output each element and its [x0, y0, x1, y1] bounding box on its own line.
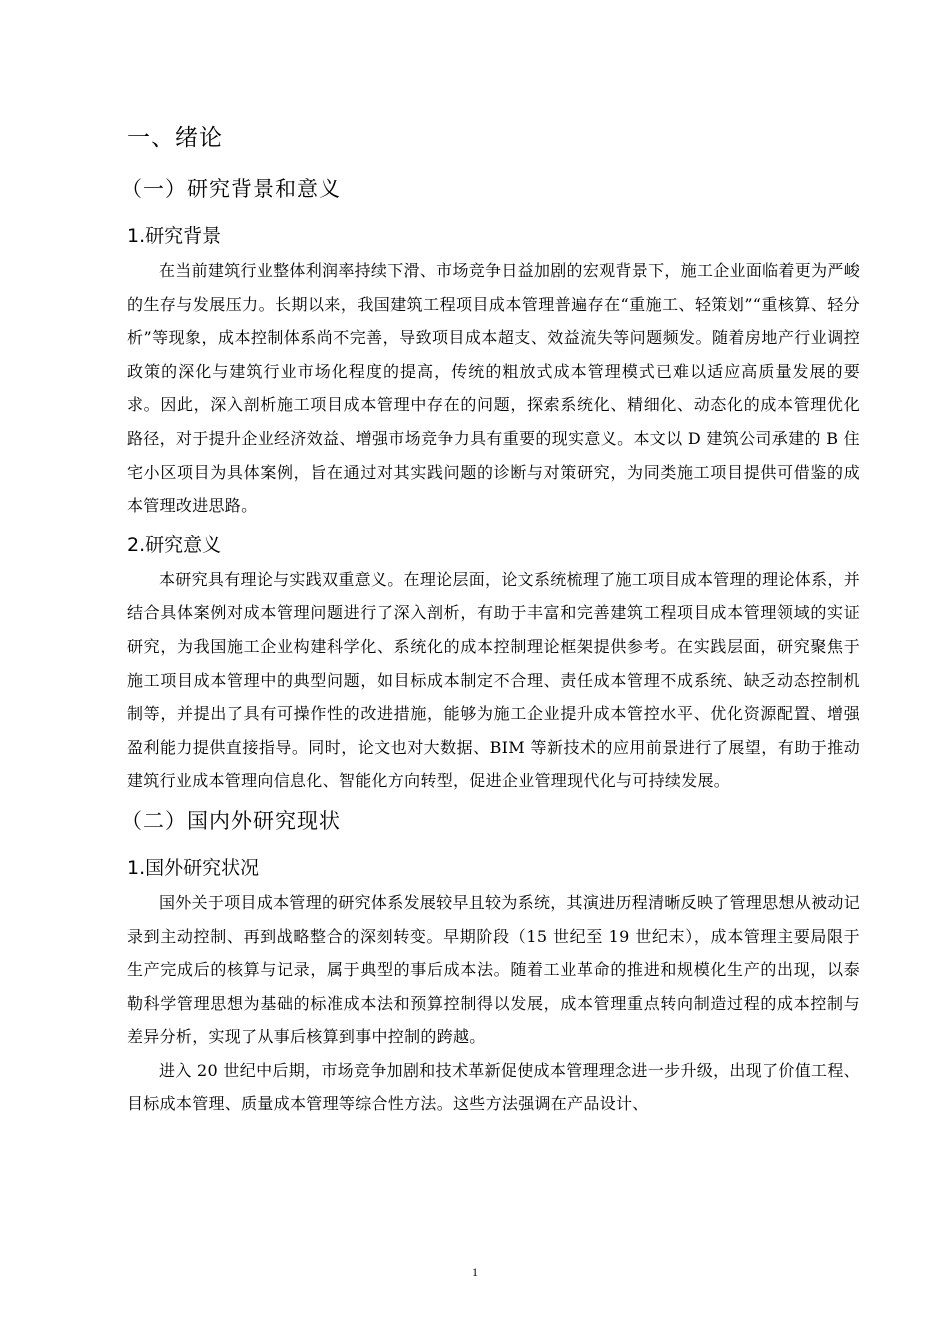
- document-body: [121, 118, 860, 1121]
- subsection-title-background: 1.研究背景: [127, 225, 222, 247]
- paragraph-significance: 本研究具有理论与实践双重意义。在理论层面，论文系统梳理了施工项目成本管理的理论体系，并结合具体案例对成本管理问题进行了深入剖析，有助于丰富和完善建筑工程项目成本管理领域的实证研究，为我国施工企业构建科学化、系统化的成本控制理论框架提供参考。在实践层面，研究聚焦于施工项目成本管理中的典型问题，如目标成本制定不合理、责任成本管理不成系统、缺乏动态控制机制等，并提出了具有可操作性的改进措施，能够为施工企业提升成本管控水平、优化资源配置、增强盈利能力提供直接指导。同时，论文也对大数据、BIM 等新技术的应用前景进行了展望，有助于推动建筑行业成本管理向信息化、智能化方向转型，促进企业管理现代化与可持续发展。: [127, 569, 860, 791]
- paragraph-foreign-research-2: 进入 20 世纪中后期，市场竞争加剧和技术革新促使成本管理理念进一步升级，出现了价值工程、目标成本管理、质量成本管理等综合性方法。这些方法强调在产品设计、: [127, 1060, 860, 1114]
- chapter-title: 一、绪论: [127, 125, 223, 151]
- subsection-title-significance: 2.研究意义: [127, 533, 222, 556]
- paragraph-foreign-research-1: 国外关于项目成本管理的研究体系发展较早且较为系统，其演进历程清晰反映了管理思想从被动记录到主动控制、再到战略整合的深刻转变。早期阶段（15 世纪至 19 世纪末），成本管理主要局限于生产完成后的核算与记录，属于典型的事后成本法。随着工业革命的推进和规模化生产的出现，以泰勒科学管理思想为基础的标准成本法和预算控制得以发展，成本管理重点转向制造过程的成本控制与差异分析，实现了从事后核算到事中控制的跨越。: [127, 892, 860, 1047]
- subsection-title-foreign-research: 1.国外研究状况: [127, 856, 260, 879]
- section-title-research-status: （二）国内外研究现状: [121, 808, 341, 833]
- paragraph-background: 在当前建筑行业整体利润率持续下滑、市场竞争日益加剧的宏观背景下，施工企业面临着更为严峻的生存与发展压力。长期以来，我国建筑工程项目成本管理普遍存在“重施工、轻策划”“重核算、轻分析”等现象，成本控制体系尚不完善，导致项目成本超支、效益流失等问题频发。随着房地产行业调控政策的深化与建筑行业市场化程度的提高，传统的粗放式成本管理模式已难以适应高质量发展的要求。因此，深入剖析施工项目成本管理中存在的问题，探索系统化、精细化、动态化的成本管理优化路径，对于提升企业经济效益、增强市场竞争力具有重要的现实意义。本文以 D 建筑公司承建的 B 住宅小区项目为具体案例，旨在通过对其实践问题的诊断与对策研究，为同类施工项目提供可借鉴的成本管理改进思路。: [127, 261, 860, 516]
- section-title-background: （一）研究背景和意义: [121, 177, 341, 201]
- page-number: 1: [472, 1265, 478, 1279]
